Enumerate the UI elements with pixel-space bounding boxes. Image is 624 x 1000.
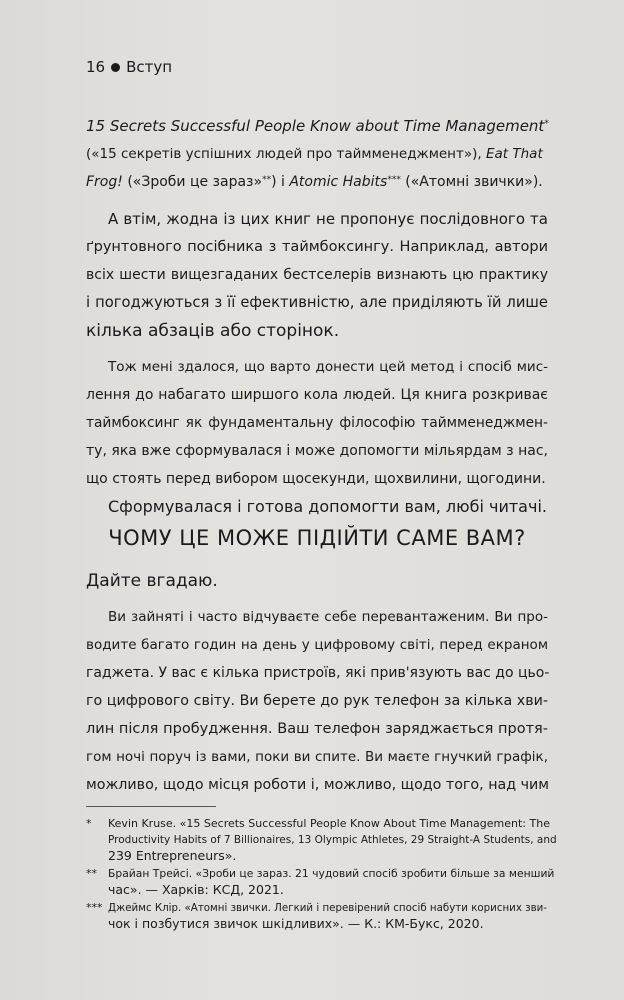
footnote-ref-1: * bbox=[544, 119, 549, 129]
paragraph-2-line: А втім, жодна із цих книг не пропонує послідовного та bbox=[108, 210, 548, 228]
paragraph-6-line: водите багато годин на день у цифровому світі, перед екраном bbox=[86, 637, 548, 653]
footnote-mark: ** bbox=[86, 867, 97, 880]
paragraph-6-line: лин після пробудження. Ваш телефон заряджається протя- bbox=[86, 721, 548, 737]
paragraph-5: Дайте вгадаю. bbox=[86, 571, 218, 591]
paragraph-1-text: («Зроби це зараз» bbox=[122, 174, 263, 190]
running-header bbox=[86, 58, 172, 76]
paragraph-6-line: гаджета. У вас є кілька пристроїв, які прив'язують вас до цьо- bbox=[86, 665, 550, 681]
paragraph-6-line: го цифрового світу. Ви берете до рук телефон за кілька хви- bbox=[86, 693, 548, 709]
paragraph-2-line: і погоджуються з її ефективністю, але приділяють їй лише bbox=[86, 294, 548, 311]
page-number: 16 bbox=[86, 58, 106, 76]
paragraph-2-line: всіх шести вищезгаданих бестселерів визнають цю практику bbox=[86, 267, 548, 283]
paragraph-1-line-1 bbox=[86, 112, 548, 140]
footnote-line: Джеймс Клір. «Атомні звички. Легкий і перевірений спосіб набути корисних зви- bbox=[108, 902, 547, 914]
footnote-divider bbox=[86, 806, 216, 807]
footnote-line: Productivity Habits of 7 Billionaires, 13 Olympic Athletes, 29 Straight-A Students, and bbox=[108, 834, 557, 846]
paragraph-3-line: лення до набагато ширшого кола людей. Ця книга розкриває bbox=[86, 387, 548, 403]
paragraph-6-line: гом ночі поруч із вами, поки ви спите. Ви маєте гнучкий графік, bbox=[86, 749, 548, 765]
book-title-2-cont: Frog! bbox=[86, 174, 123, 190]
footnote-line: Kevin Kruse. «15 Secrets Successful People Know About Time Management: The bbox=[108, 817, 550, 830]
paragraph-6-line: можливо, щодо місця роботи і, можливо, щодо того, над чим bbox=[86, 777, 550, 793]
footnote-line: час». — Харків: КСД, 2021. bbox=[108, 882, 284, 897]
bullet-icon bbox=[111, 63, 120, 72]
paragraph-4: Сформувалася і готова допомогти вам, любі читачі. bbox=[108, 497, 547, 516]
paragraph-2-line: кілька абзаців або сторінок. bbox=[86, 321, 340, 341]
paragraph-3-line: Тож мені здалося, що варто донести цей метод і спосіб мис- bbox=[108, 359, 548, 375]
paragraph-1-line-2 bbox=[86, 140, 548, 168]
paragraph-2-line: ґрунтовного посібника з таймбоксингу. Наприклад, автори bbox=[86, 239, 548, 255]
paragraph-1-line-3 bbox=[86, 168, 548, 196]
footnote-line: чок і позбутися звичок шкідливих». — К.: КМ-Букс, 2020. bbox=[108, 916, 484, 931]
paragraph-3-line: ту, яка вже сформувалася і може допомогти мільярдам з нас, bbox=[86, 443, 548, 459]
paragraph-1-text: («15 секретів успішних людей про таймменеджмент»), bbox=[86, 146, 486, 162]
paragraph-6-line: Ви зайняті і часто відчуваєте себе перевантаженим. Ви про- bbox=[108, 609, 548, 625]
section-title: Вступ bbox=[126, 58, 173, 76]
paragraph-1-text: («Атомні звички»). bbox=[400, 174, 543, 190]
paragraph-1-text: ) і bbox=[271, 174, 290, 190]
paragraph-3-line: таймбоксинг як фундаментальну філософію таймменеджмен- bbox=[86, 415, 548, 431]
book-title-2: Eat That bbox=[485, 146, 543, 162]
footnote-line: Брайан Трейсі. «Зроби це зараз. 21 чудовий спосіб зробити більше за менший bbox=[108, 867, 555, 880]
footnote-ref-2: ** bbox=[262, 175, 272, 185]
paragraph-3-line: що стоять перед вибором щосекунди, щохвилини, щогодини. bbox=[86, 471, 546, 487]
footnote-mark: * bbox=[86, 817, 92, 830]
section-heading: ЧОМУ ЦЕ МОЖЕ ПІДІЙТИ САМЕ ВАМ? bbox=[108, 526, 526, 550]
footnote-line: 239 Entrepreneurs». bbox=[108, 848, 237, 863]
book-title-1: 15 Secrets Successful People Know about Time Management bbox=[86, 117, 545, 135]
footnote-ref-3: *** bbox=[387, 175, 401, 185]
book-title-3: Atomic Habits bbox=[289, 174, 388, 190]
footnote-mark: *** bbox=[86, 901, 103, 914]
